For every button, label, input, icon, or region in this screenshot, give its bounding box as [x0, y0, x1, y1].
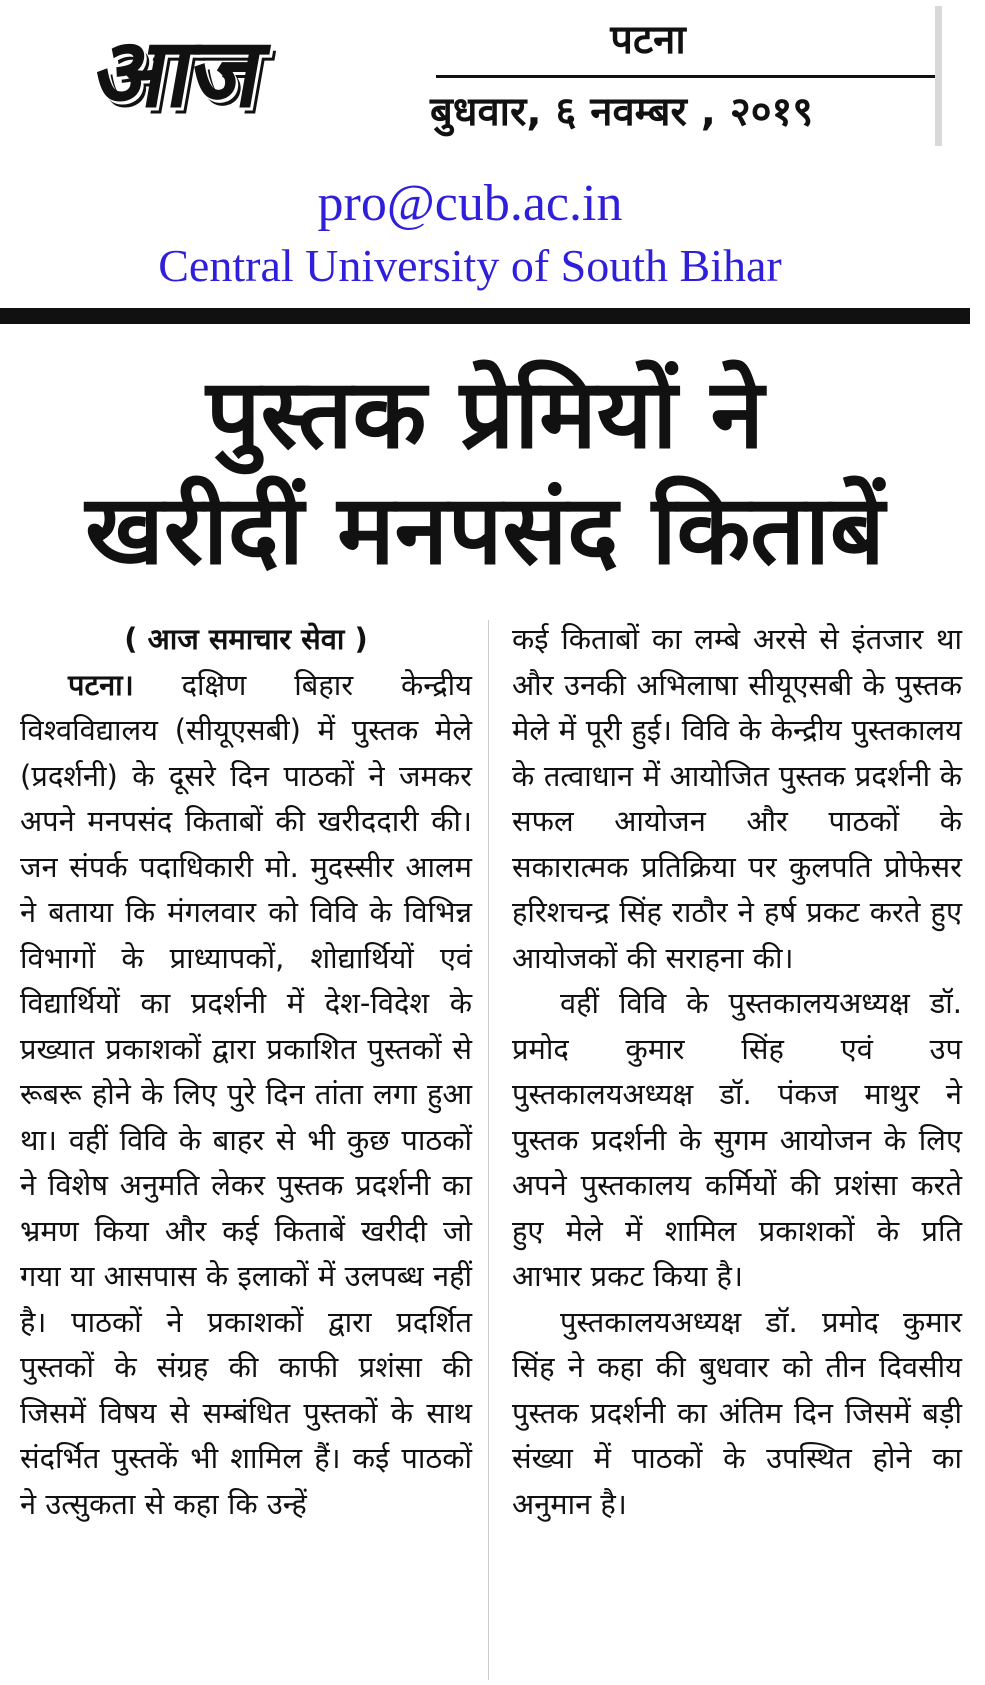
masthead-logo: आज — [86, 17, 272, 129]
article-column-right — [512, 617, 962, 1527]
masthead-rule — [436, 75, 940, 78]
article-paragraph — [20, 663, 472, 1528]
article-paragraph: कई किताबों का लम्बे अरसे से इंतजार था और उनकी अभिलाषा सीयूएसबी के पुस्तक मेले में पूरी हुई। विवि के केन्द्रीय पुस्तकालय के तत्वाधान में आयोजित पुस्तक प्रदर्शनी के सफल आयोजन और पाठकों के सकारात्मक प्रतिक्रिया पर कुलपति प्रोफेसर हरिशचन्द्र सिंह राठौर ने हर्ष प्रकट करते हुए आयोजकों की सराहना की। — [512, 622, 962, 975]
news-credit: ( आज समाचार सेवा ) — [124, 622, 368, 656]
university-name: Central University of South Bihar — [158, 240, 782, 291]
dateline: पटना। — [68, 667, 134, 702]
edition-city: पटना — [610, 17, 686, 63]
article-column-left — [20, 617, 472, 1527]
edition-date: बुधवार, ६ नवम्बर , २०१९ — [430, 89, 814, 135]
article-body-text: दक्षिण बिहार केन्द्रीय विश्वविद्यालय (सीयूएसबी) में पुस्तक मेले (प्रदर्शनी) के दूसरे दिन पाठकों ने जमकर अपने मनपसंद किताबों की खरीददारी की। जन संपर्क पदाधिकारी मो. मुदस्सीर आलम ने बताया कि मंगलवार को विवि के विभिन्न विभागों के प्राध्यापकों, शोद्यार्थियों एवं विद्यार्थियों का प्रदर्शनी में देश-विदेश के प्रख्यात प्रकाशकों द्वारा प्रकाशित पुस्तकों से रूबरू होने के लिए पुरे दिन तांता लगा हुआ था। वहीं विवि के बाहर से भी कुछ पाठकों ने विशेष अनुमति लेकर पुस्तक प्रदर्शनी का भ्रमण किया और कई किताबें खरीदी जो गया या आसपास के इलाकों में उलपब्ध नहीं है। पाठकों ने प्रकाशकों द्वारा प्रदर्शित पुस्तकों के संग्रह की काफी प्रशंसा की जिसमें विषय से सम्बंधित पुस्तकों के साथ संदर्भित पुस्तकें भी शामिल हैं। कई पाठकों ने उत्सुकता से कहा कि उन्हें — [20, 667, 472, 1521]
section-divider — [0, 308, 970, 324]
article-paragraph: पुस्तकालयअध्यक्ष डॉ. प्रमोद कुमार सिंह ने कहा की बुधवार को तीन दिवसीय पुस्तक प्रदर्शनी का अंतिम दिन जिसमें बड़ी संख्या में पाठकों के उपस्थित होने का अनुमान है। — [512, 1304, 962, 1521]
masthead-edge — [935, 6, 942, 146]
column-divider — [488, 620, 489, 1680]
headline-line-2: खरीदीं मनपसंद किताबें — [85, 474, 885, 586]
article-paragraph: वहीं विवि के पुस्तकालयअध्यक्ष डॉ. प्रमोद कुमार सिंह एवं उप पुस्तकालयअध्यक्ष डॉ. पंकज माथुर ने पुस्तक प्रदर्शनी के सुगम आयोजन के लिए अपने पुस्तकालय कर्मियों की प्रशंसा करते हुए मेले में शामिल प्रकाशकों के प्रति आभार प्रकट किया है। — [512, 986, 962, 1293]
headline-line-1: पुस्तक प्रेमियों ने — [206, 358, 764, 470]
contact-email: pro@cub.ac.in — [317, 175, 623, 232]
